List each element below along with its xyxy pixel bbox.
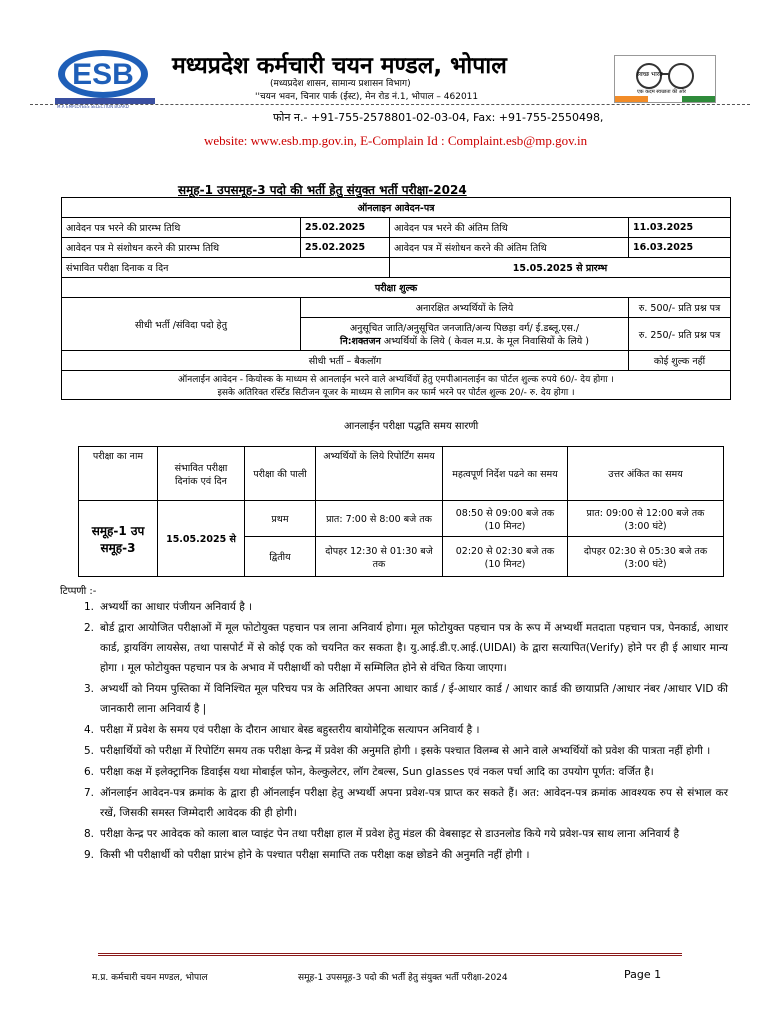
page-number-value: 1: [654, 968, 662, 981]
footer-divider: [98, 953, 682, 956]
shift-instructions-time: 02:20 से 02:30 बजे तक: [455, 545, 555, 557]
edit-end-label: आवेदन पत्र में संशोधन करने की अंतिम तिथि: [390, 238, 629, 258]
table-row: [62, 218, 731, 238]
list-item: [60, 845, 728, 865]
schedule-exam-date: 15.05.2025 से: [158, 501, 245, 577]
shift-reporting: दोपहर 12:30 से 01:30 बजे तक: [316, 537, 443, 577]
exam-title: समूह-1 उपसमूह-3 पदो की भर्ती हेतु संयुक्त भर्ती परीक्षा-2024: [178, 183, 467, 197]
table-row: [62, 351, 731, 371]
shift-answer-time: प्रात: 09:00 से 12:00 बजे तक: [586, 507, 705, 519]
glasses-icon: [615, 56, 715, 102]
list-item: [60, 679, 728, 719]
list-item: [60, 618, 728, 678]
note-text: बोर्ड द्वारा आयोजित परीक्षाओं में मूल फोटोयुक्त पहचान पत्र लाना अनिवार्य होगा। मूल फोटोयुक्त पहचान पत्र के रूप में अभ्यर्थी मतदाता पहचान पत्र, पेनकार्ड, आधार कार्ड, ड्रायविंग लायसेस, तथा पासपोर्ट में से कोई एक को चयनित कर सकता है। यु.आई.डी.ए.आई.(UIDAI) के द्वारा सत्यापित(Verify) होने पर ही ई आधार मान्य होगा । मूल फोटोयुक्त पहचान पत्र के अभाव में परीक्षार्थी को परीक्षा में सम्मिलित होने से वंचित किया जाएगा।: [100, 622, 728, 674]
note-number: 9.: [84, 849, 95, 861]
table-row: [79, 447, 724, 501]
esb-logo: [57, 48, 149, 100]
app-end-value: 11.03.2025: [629, 218, 731, 238]
app-start-label: आवेदन पत्र भरने की प्रारम्भ तिथि: [62, 218, 301, 238]
esb-logo-tagline: M.P. EMPLOYEES SELECTION BOARD: [57, 104, 129, 109]
shift-instructions-duration: (10 मिनट): [484, 558, 526, 570]
list-item: [60, 762, 728, 782]
exam-date-value: 15.05.2025 से प्रारम्भ: [390, 258, 731, 278]
gov-logo-caption: एक कदम स्वच्छता की ओर: [637, 89, 686, 95]
list-item: [60, 597, 728, 617]
note-text: परीक्षा केन्द्र पर आवेदक को काला बाल प्वाइंट पेन तथा परीक्षा हाल में प्रवेश हेतु मंडल की वेबसाइट से डाउनलोड किये गये प्रवेश-पत्र साथ लाना अनिवार्य है: [100, 828, 680, 840]
reserved-label: [301, 318, 629, 351]
application-fee-table: [61, 197, 731, 400]
shift-instructions: [443, 537, 568, 577]
shift-answer-duration: (3:00 घंटे): [624, 520, 667, 532]
shift-instructions: [443, 501, 568, 537]
schedule-header: महत्वपूर्ण निर्देश पढने का समय: [443, 447, 568, 501]
edit-start-value: 25.02.2025: [301, 238, 390, 258]
citizen-note-line: इसके अतिरिक्त रर्स्टिड सिटीजन यूजर के माध्यम से लागिन कर फार्म भरने पर पोर्टल शुल्क 20/- रु. देय होगा ।: [217, 388, 575, 398]
shift-answer: [568, 501, 724, 537]
application-heading: ऑनलाइन आवेदन-पत्र: [62, 198, 731, 218]
swachh-bharat-logo: [614, 55, 716, 103]
website-email[interactable]: website: www.esb.mp.gov.in, E-Complain Id : Complaint.esb@mp.gov.in: [204, 133, 588, 148]
org-title: मध्यप्रदेश कर्मचारी चयन मण्डल, भोपाल: [172, 53, 507, 79]
list-item: [60, 741, 728, 761]
list-item: [60, 783, 728, 823]
exam-name: समूह-1 उप समूह-3: [79, 501, 158, 577]
note-text: परीक्षा में प्रवेश के समय एवं परीक्षा के दौरान आधार बेस्ड बहुस्तरीय बायोमेट्रिक सत्यापन अनिवार्य है ।: [100, 724, 480, 736]
note-text: परीक्षा कक्ष में इलेक्ट्रानिक डिवाईस यथा मोबाईल फोन, केल्कुलेटर, लॉग टेबल्स, Sun glasses एवं नकल पर्चा आदि का उपयोग पूर्णत: वर्जित है।: [100, 766, 654, 778]
header-divider: [30, 104, 750, 105]
app-start-value: 25.02.2025: [301, 218, 390, 238]
list-item: [60, 720, 728, 740]
schedule-header: संभावित परीक्षा दिनांक एवं दिन: [158, 447, 245, 501]
schedule-caption: आनलाईन परीक्षा पद्धति समय सारणी: [344, 421, 479, 432]
gov-logo-label: स्वच्छ भारत: [637, 71, 663, 78]
table-row: [62, 371, 731, 400]
shift-instructions-time: 08:50 से 09:00 बजे तक: [455, 507, 555, 519]
schedule-header: परीक्षा का नाम: [79, 447, 158, 501]
shift-answer-duration: (3:00 घंटे): [624, 558, 667, 570]
org-subtitle: (मध्यप्रदेश शासन, सामान्य प्रशासन विभाग): [270, 79, 411, 89]
table-row: [62, 238, 731, 258]
note-number: 4.: [84, 724, 95, 736]
app-end-label: आवेदन पत्र भरने की अंतिम तिथि: [390, 218, 629, 238]
note-text: परीक्षार्थियों को परीक्षा में रिपोटिंग समय तक परीक्षा केन्द्र में प्रवेश की अनुमति होगी । इसके पश्चात विलम्ब से आने वाले अभ्यर्थियों को प्रवेश की पात्रता नहीं होगी ।: [100, 745, 711, 757]
kiosk-note-line: ऑनलाईन आवेदन - कियोस्क के माध्यम से आनलाईन भरने वाले अभ्यर्थियों हेतु एमपीआनलाईन का पोर्टल शुल्क रुपये 60/- देय होगा ।: [178, 375, 614, 385]
footer-org: म.प्र. कर्मचारी चयन मण्डल, भोपाल: [92, 973, 208, 983]
shift-reporting: प्रात: 7:00 से 8:00 बजे तक: [316, 501, 443, 537]
fee-category: सीधी भर्ती /संविदा पदो हेतु: [62, 298, 301, 351]
schedule-header: अभ्यर्थियों के लिये रिपोर्टिंग समय: [316, 447, 443, 501]
unreserved-label: अनारक्षित अभ्यर्थियों के लिये: [301, 298, 629, 318]
shift-answer: [568, 537, 724, 577]
table-row: [62, 298, 731, 318]
backlog-fee: कोई शुल्क नहीं: [629, 351, 731, 371]
note-number: 6.: [84, 766, 95, 778]
esb-logo-text: ESB: [72, 58, 134, 91]
edit-start-label: आवेदन पत्र मे संशोधन करने की प्रारम्भ तिथि: [62, 238, 301, 258]
reserved-label-line1: अनुसूचित जाति/अनुसूचित जनजाति/अन्य पिछड़ा वर्ग/ ई.डब्लू.एस./: [349, 323, 580, 334]
org-address: ''चयन भवन, चिनार पार्क (ईस्ट), मेन रोड नं.1, भोपाल – 462011: [255, 92, 479, 102]
note-text: किसी भी परीक्षार्थी को परीक्षा प्रारंभ होने के पश्चात परीक्षा समाप्ति तक परीक्षा कक्ष छोडने की अनुमति नहीं होगी ।: [100, 849, 530, 861]
exam-date-label: संभावित परीक्षा दिनाक व दिन: [62, 258, 390, 278]
footer-title: समूह-1 उपसमूह-3 पदो की भर्ती हेतु संयुक्त भर्ती परीक्षा-2024: [298, 973, 508, 983]
page-label: Page: [624, 968, 651, 981]
reserved-label-divyang: नि:शक्तजन: [339, 336, 381, 347]
edit-end-value: 16.03.2025: [629, 238, 731, 258]
note-number: 8.: [84, 828, 95, 840]
note-text: अभ्यर्थी को नियम पुस्तिका में विनिश्चित मूल परिचय पत्र के अतिरिक्त अपना आधार कार्ड / ई-आधार कार्ड / आधार कार्ड की छायाप्रति /आधार नंबर /आधार VID की जानकारी लाना अनिवार्य है |: [100, 683, 728, 715]
schedule-header: परीक्षा की पाली: [245, 447, 316, 501]
note-number: 2.: [84, 622, 95, 634]
note-number: 3.: [84, 683, 95, 695]
table-row: [62, 258, 731, 278]
reserved-fee: रु. 250/- प्रति प्रश्न पत्र: [629, 318, 731, 351]
phone-fax: फोन न.- +91-755-2578801-02-03-04, Fax: +91-755-2550498,: [273, 111, 604, 124]
schedule-header: उत्तर अंकित का समय: [568, 447, 724, 501]
shift-answer-time: दोपहर 02:30 से 05:30 बजे तक: [583, 545, 708, 557]
shift-name: प्रथम: [245, 501, 316, 537]
note-text: ऑनलाईन आवेदन-पत्र क्रमांक के द्वारा ही ऑनलाईन परीक्षा हेतु अभ्यर्थी अपना प्रवेश-पत्र प्राप्त कर सकते हैं। अत: आवेदन-पत्र क्रमांक आवश्यक रुप से संभाल कर रखें, जिसकी समस्त जिम्मेदारी आवेदक की ही होगी।: [100, 787, 728, 819]
list-item: [60, 824, 728, 844]
note-number: 5.: [84, 745, 95, 757]
page-number: [624, 968, 661, 981]
kiosk-note: [62, 371, 731, 400]
backlog-label: सीधी भर्ती – बैकलॉग: [62, 351, 629, 371]
shift-instructions-duration: (10 मिनट): [484, 520, 526, 532]
notes-list: [60, 597, 728, 866]
note-number: 1.: [84, 601, 95, 613]
notes-heading: टिप्पणी :-: [60, 586, 97, 597]
reserved-label-line2: अभ्यर्थियों के लिये ( केवल म.प्र. के मूल निवासियों के लिये ): [380, 336, 589, 347]
schedule-table: [78, 446, 724, 577]
table-row: [79, 501, 724, 537]
unreserved-fee: रु. 500/- प्रति प्रश्न पत्र: [629, 298, 731, 318]
table-row: [62, 198, 731, 218]
shift-name: द्वितीय: [245, 537, 316, 577]
note-number: 7.: [84, 787, 95, 799]
note-text: अभ्यर्थी का आधार पंजीयन अनिवार्य है ।: [100, 601, 253, 613]
table-row: [62, 278, 731, 298]
fee-heading: परीक्षा शुल्क: [62, 278, 731, 298]
